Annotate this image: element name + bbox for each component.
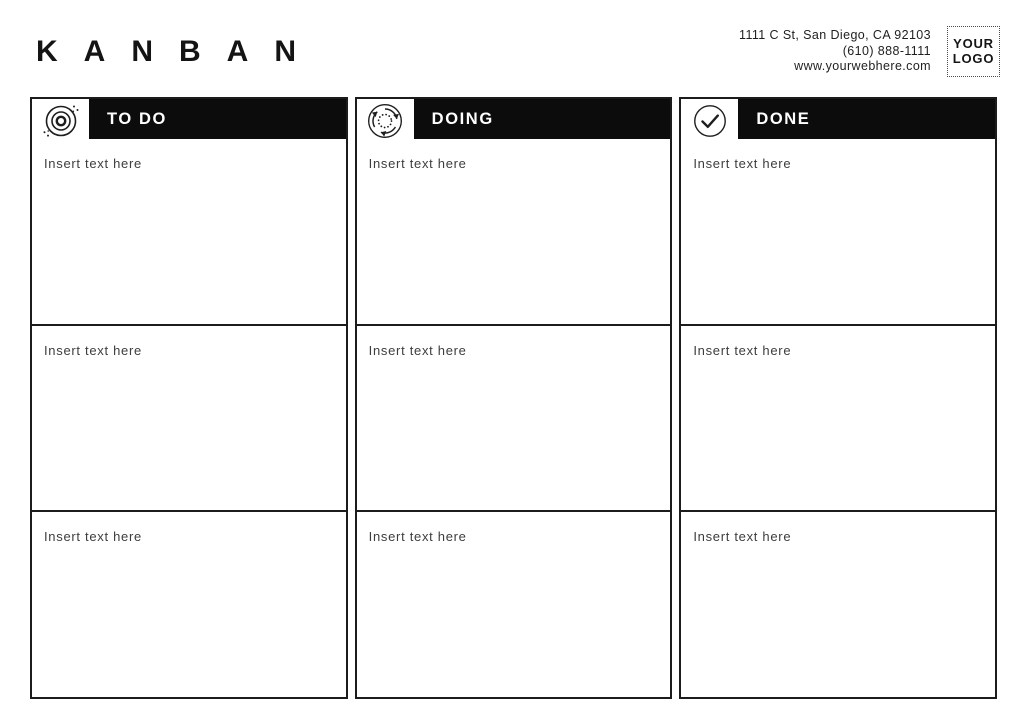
done-card-3: Insert text here <box>681 510 995 697</box>
contact-block <box>739 28 931 75</box>
header-right <box>739 26 1000 77</box>
contact-address: 1111 C St, San Diego, CA 92103 <box>739 28 931 43</box>
check-circle-icon <box>681 99 738 139</box>
doing-card-3: Insert text here <box>357 510 671 697</box>
column-todo-title: TO DO <box>89 99 346 139</box>
done-card-2: Insert text here <box>681 324 995 511</box>
done-card-1: Insert text here <box>693 156 792 171</box>
column-done <box>679 97 997 699</box>
todo-card-2: Insert text here <box>32 324 346 511</box>
column-doing <box>355 97 673 699</box>
brand-title: KANBAN <box>36 34 322 68</box>
column-doing-header <box>357 99 671 139</box>
column-todo <box>30 97 348 699</box>
todo-card-1: Insert text here <box>44 156 142 171</box>
column-doing-title: DOING <box>414 99 671 139</box>
column-done-header <box>681 99 995 139</box>
cycle-arrows-icon <box>357 99 414 139</box>
logo-line2: LOGO <box>952 50 995 66</box>
doing-card-1: Insert text here <box>368 156 467 171</box>
kanban-board <box>30 97 997 699</box>
page-header <box>0 0 1024 97</box>
contact-website: www.yourwebhere.com <box>794 59 931 74</box>
logo-line1: YOUR <box>953 35 994 51</box>
logo-placeholder <box>947 26 1000 77</box>
contact-phone: (610) 888-1111 <box>842 43 931 58</box>
doing-card-2: Insert text here <box>357 324 671 511</box>
todo-card-3: Insert text here <box>32 510 346 697</box>
target-icon <box>32 99 89 139</box>
column-todo-header <box>32 99 346 139</box>
column-done-title: DONE <box>738 99 995 139</box>
